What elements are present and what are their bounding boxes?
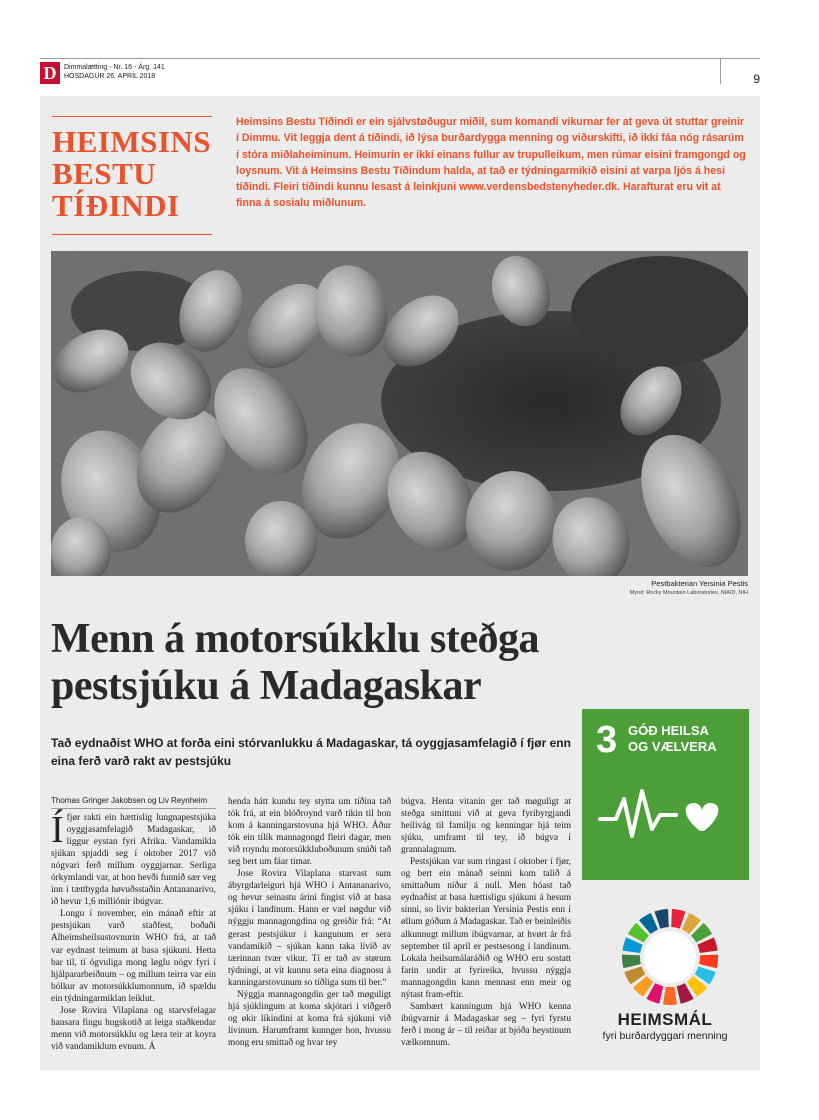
sdg-label (628, 723, 717, 755)
article-paragraph: búgva. Henta vitanin ger tað møguligt at steðga smittuni við at geva fyribyrgjandi heilivág til familju og kenningar hjá teim sjúku, umframt til tey, ið búgva í grannalagnum. (401, 797, 571, 856)
article-column-2 (228, 796, 391, 1049)
section-title-line: HEIMSINS (52, 124, 212, 159)
article-column-1 (51, 809, 216, 1053)
section-title (52, 126, 212, 222)
header-divider (720, 58, 721, 84)
microscope-image (51, 251, 748, 576)
photo-caption (630, 579, 748, 598)
sdg-label-line: GÓÐ HEILSA (628, 723, 709, 738)
page-number: 9 (753, 72, 760, 86)
heimsmal-subtitle: fyri burðardyggari menning (602, 1030, 728, 1042)
sdg-label-line: OG VÆLVERA (628, 739, 717, 754)
bacteria-photo (51, 251, 748, 576)
article-paragraph: Longu í november, ein mánað eftir at pestsjúkan varð staðfest, boðaði Alheimsheilsustovnurin WHO frá, at tað var eydnast teimum at basa sjúkuni. Hetta bar til, tí ógvuliga mong løglu nógv fyri í hjálpararbeiðnum – og millum teirra var ein bólkur av motorsúkklumonnum, ið spældu ein týdningarmiklan leiklut. (51, 909, 216, 1004)
article-paragraph: Pestsjúkan var sum ringast í oktober í fjør, og bert ein mánað seinni kom talið á smittaðum niður á null. Men hóast tað eydnaðist at basa hættisligu sjúkuni á hesum sinni, so livir bakterian Yersinia Pestis enn í øllum góðum á Madagaskar. Tað er beinleiðis alkunnugt millum íbúgvarnar, at hvørt ár frá september til apríl er pestsesong í landinum. Lokala heilsumálaráðið og WHO eru sostatt farin undir at fyrireika, hvussu nýggja mannagongdin kann mennast enn meir og nýtast fram-eftir. (401, 857, 571, 1000)
article-column-3 (401, 796, 571, 1049)
heimsmal-title: HEIMSMÁL (617, 1010, 713, 1029)
wheel-segment (699, 954, 718, 968)
section-intro: Heimsins Bestu Tíðindi er ein sjálvstøðugur miðil, sum komandi vikurnar fer at geva út stuttar greinir í Dimmu. Vit leggja dent á tíðindi, ið lýsa burðardygga menning og viðurskifti, ið ikki fáa nóg rásarúm í stóra miðlaheiminum. Heimurin er ikki einans fullur av trupulleikum, men rúmar eisini framgongd og loysnum. Vit á Heimsins Bestu Tíðindum halda, at tað er týdningarmikið eisini at varpa ljós á hesi tíðindi. Fleiri tíðindi kunnu lesast á leinkjuni www.verdensbedstenyheder.dk. Harafturat eru vit at finna á sosialu miðlunum. (236, 116, 746, 210)
section-title-line: BESTU (52, 156, 157, 191)
header-rule (40, 58, 760, 59)
article-paragraph: Ífjør rakti ein hættislig lungnapestsjúka oyggjasamfelagið Madagaskar, ið liggur eystan fyri Afrika. Vandamikla sjúkan spjaddi seg í oktober 2017 við nógvari ferð millum oyggjarnar. Serliga órkymlandi var, at hon hevði funnið sær veg inn í tættbygda høvuðsstaðin Antananarivo, ið hevur 1,6 milliónir íbúgvar. (51, 809, 216, 908)
sdg-color-wheel-icon (620, 907, 720, 1007)
masthead-issue: Dimmalætting - Nr. 16 - Árg. 141 (64, 64, 165, 71)
wheel-segment (622, 954, 641, 968)
sdg-goal-box (582, 709, 749, 880)
newspaper-logo: D (40, 62, 60, 84)
article-headline (51, 616, 671, 710)
heimsmal-block (580, 1010, 750, 1043)
kicker-rule-bottom (52, 234, 212, 235)
photo-credit: Mynd: Rocky Mountain Laboratories, NIAID, NIH (629, 590, 748, 596)
kicker-rule-top (52, 116, 212, 117)
page-header (40, 58, 760, 88)
sdg-number: 3 (596, 719, 618, 761)
section-title-line: TÍÐINDI (52, 188, 180, 223)
article-byline: Thomas Gringer Jakobsen og Liv Reynheim (51, 796, 216, 809)
wheel-segment (654, 909, 668, 929)
article-paragraph: Nýggja mannagongdin ger tað møguligt hjá sjúklingum at koma skjótari í viðgerð og økir líkindini at koma frá sjúkuni við lívinum. Harumframt kunnger hon, hvussu mong eru smittað og hvar tey (228, 989, 391, 1048)
drop-cap: Í (51, 809, 64, 851)
headline-line: Menn á motorsúkklu steðga (51, 616, 540, 662)
masthead-date: HÓSDAGUR 26. APRÍL 2018 (64, 73, 156, 80)
article-paragraph: Sambært kanningum hjá WHO kenna íbúgvarnir á Madagaskar seg – fyri fyrstu ferð í mong ár – til reiðar at bjóða heystinum vælkomnum. (401, 1001, 571, 1048)
article-paragraph: Jose Rovira Vilaplana og starvsfelagar hansara fingu hugskotið at leiga staðkendar menn við motorsúkklu og læra teir at koyra við vandamiklum evnum. Á (51, 1005, 216, 1052)
heartbeat-heart-icon (598, 781, 733, 851)
wheel-segment (663, 987, 677, 1005)
caption-text: Pestbakterian Yersinia Pestis (651, 579, 748, 588)
article-paragraph: henda hátt kundu tey stytta um tíðina tað tók frá, at ein blóðroynd varð tikin til hon kom á kanningarstovuna hjá WHO. Áður tók ein tílík mannagongd fleiri dagar, men við royndu motorsúkkluboðunum snúði tað seg bert um fáar tímar. (228, 797, 391, 868)
article-paragraph: Jose Rovira Vilaplana starvast sum ábyrgdarleiguri hjá WHO í Antananarivo, og hevur seinastu árini fingist við at basa sjúku í landinum. Hann er væl nøgdur við nýggju mannagongdina og greiðir frá: “At gerast pestsjúkur í kangunum er sera vandamikið – sjúkan kann taka lívið av tærinnan tvær vikur. Tí er tað av størum týdningi, at vit kunnu seta eina diagnosu á kanningarstovunum so tíðliga sum til ber.” (228, 869, 391, 988)
article-deck: Tað eydnaðist WHO at forða eini stórvanlukku á Madagaskar, tá oyggjasamfelagið í fjør enn eina ferð varð rakt av pestsjúku (51, 736, 571, 768)
wheel-segment (671, 909, 685, 929)
section-kicker (52, 116, 212, 236)
headline-line: pestsjúku á Madagaskar (51, 663, 482, 709)
masthead (64, 63, 165, 81)
